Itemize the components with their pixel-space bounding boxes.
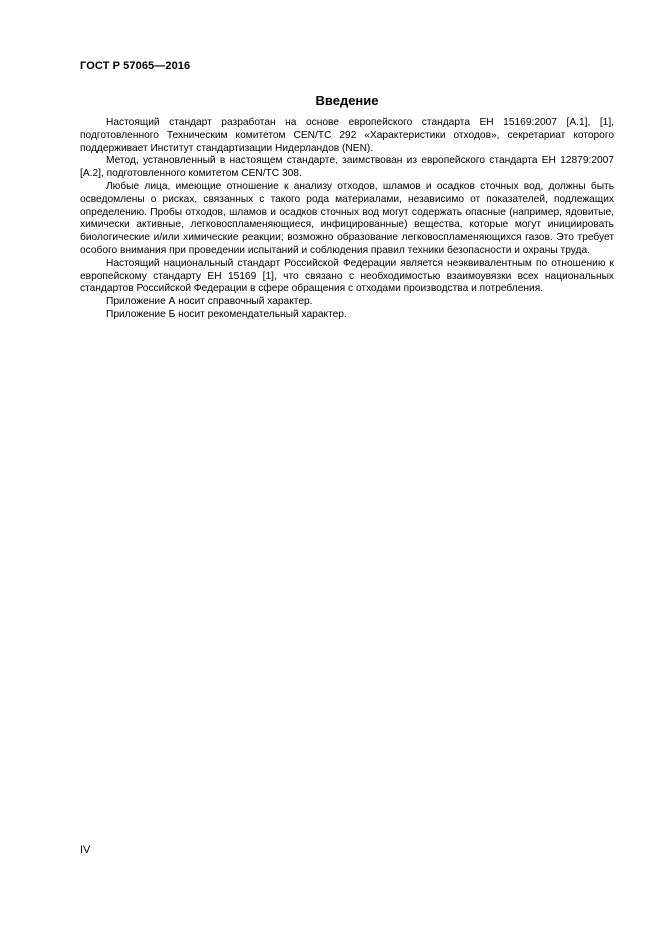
paragraph-safety: Любые лица, имеющие отношение к анализу отходов, шламов и осадков сточных вод, должны быть осведомлены о рисках, связанных с такого рода материалами, независимо от показателей, подлежащих определению. Пробы отходов, шламов и осадков сточных вод могут содержать опасные (например, ядовитые, химически активные, легковоспламеняющиеся, инфицированные) вещества, которые могут инициировать биологические и/или химические реакции; возможно образование легковоспламеняющихся газов. Это требует особого внимания при проведении испытаний и соблюдения правил техники безопасности и охраны труда.	[80, 180, 614, 256]
standard-code-header: ГОСТ Р 57065—2016	[80, 60, 191, 72]
paragraph-method: Метод, установленный в настоящем стандарте, заимствован из европейского стандарта ЕН 12879:2007 [А.2], подготовленного комитетом CEN/TC 308.	[80, 155, 614, 180]
paragraph-basis: Настоящий стандарт разработан на основе европейского стандарта ЕН 15169:2007 [А.1], [1], подготовленного Техническим комитетом CEN/TC 292 «Характеристики отходов», секретариат которого поддерживает Институт стандартизации Нидерландов (NEN).	[80, 117, 614, 154]
paragraph-equivalence: Настоящий национальный стандарт Российской Федерации является неэквивалентным по отношению к европейскому стандарту ЕН 15169 [1], что связано с необходимостью взаимоувязки всех национальных стандартов Российской Федерации в сфере обращения с отходами производства и потребления.	[80, 257, 614, 295]
section-title: Введение	[315, 93, 379, 108]
paragraph-annex-b: Приложение Б носит рекомендательный характер.	[106, 308, 347, 320]
page-number: IV	[80, 844, 91, 856]
document-body	[80, 117, 614, 322]
paragraph-annex-a: Приложение А носит справочный характер.	[106, 296, 313, 308]
